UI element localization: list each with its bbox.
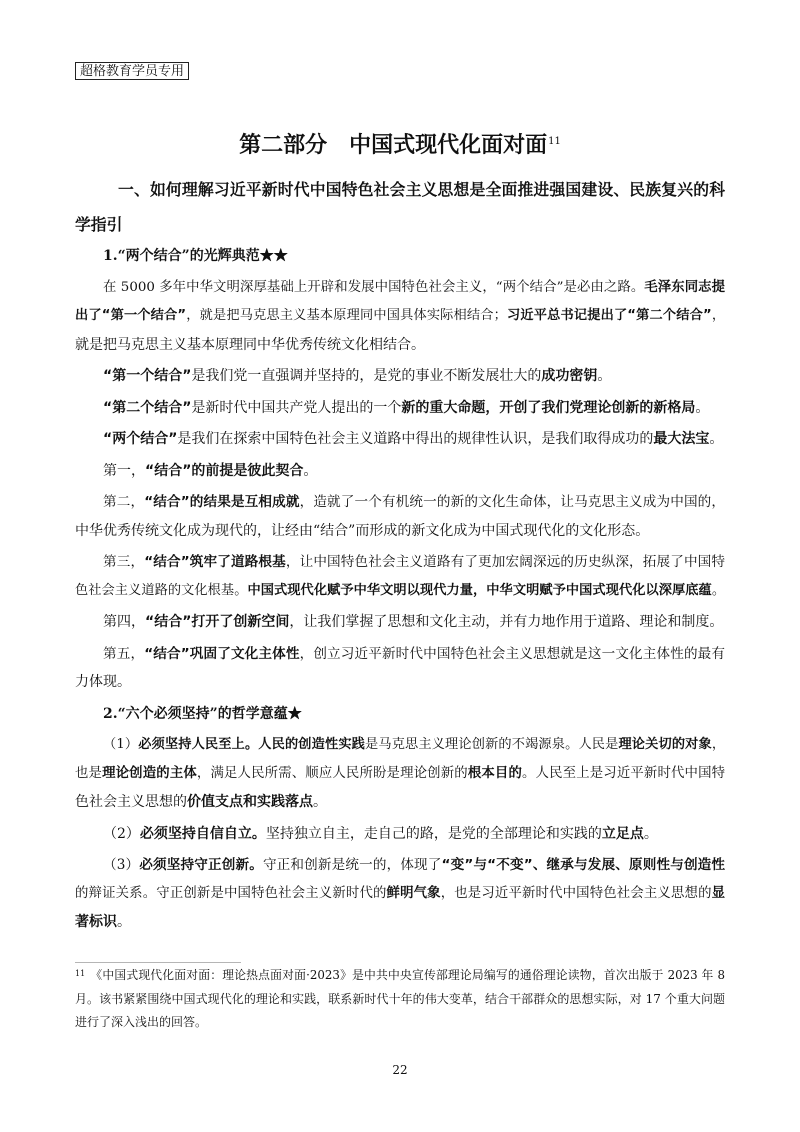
subheading-text: 2.“六个必须坚持”的哲学意蕴★	[103, 705, 302, 722]
text-run: 。	[597, 368, 612, 384]
paragraph	[75, 488, 725, 545]
text-run: 色社会主义道路的文化根基。	[75, 582, 248, 598]
text-run: 。	[695, 399, 710, 416]
paragraph	[75, 425, 725, 454]
text-line	[75, 362, 725, 391]
page-title	[0, 130, 800, 160]
title-footnote-ref: 11	[548, 136, 561, 147]
paragraph	[75, 851, 725, 937]
text-run: 第一，	[103, 462, 145, 479]
text-run: 在 5000 多年中华文明深厚基础上开辟和发展中国特色社会主义，“两个结合”是必由之路。	[103, 279, 645, 295]
text-run: （2）	[103, 825, 140, 842]
text-line	[75, 880, 725, 909]
text-run: ，满足人民所需、顺应人民所盼是理论创新的	[196, 765, 468, 781]
bold-run: “结合”的结果是互相成就	[144, 494, 300, 510]
bold-run: 最大法宝	[653, 431, 710, 447]
text-run: ，让我们掌握了思想和文化主动，并有力地作用于道路、理论和制度。	[289, 614, 724, 630]
footnote-line	[75, 988, 725, 1012]
section-heading-line: 一、如何理解习近平新时代中国特色社会主义思想是全面推进强国建设、民族复兴的科	[118, 180, 725, 199]
text-line	[75, 425, 725, 454]
body-text	[75, 242, 725, 940]
bold-run: “结合”打开了创新空间	[145, 614, 290, 630]
text-line	[75, 668, 725, 697]
text-run: 的辩证关系。守正创新是中国特色社会主义新时代的	[75, 885, 387, 901]
text-run: 第三，	[103, 554, 145, 570]
text-run: ，创立习近平新时代中国特色社会主义思想就是这一文化主体性的最有	[299, 645, 725, 662]
text-line	[75, 331, 725, 360]
paragraph	[75, 731, 725, 817]
paragraph	[75, 608, 725, 637]
text-run: 。	[709, 431, 724, 447]
section-heading-line: 学指引	[75, 215, 123, 234]
footnote-text: 月。该书紧紧围绕中国式现代化的理论和实践，联系新时代十年的伟大变革，结合干部群众的思想实际，对 17 个重大问题	[75, 991, 725, 1006]
text-run: 是我们在探索中国特色社会主义道路中得出的规律性认识，是我们取得成功的	[177, 431, 654, 447]
text-run: 是马克思主义理论创新的不竭源泉。人民是	[365, 737, 619, 752]
bold-run: 新的重大命题，开创了我们党理论创新的新格局	[401, 399, 696, 416]
bold-run: 理论关切的对象	[618, 737, 712, 752]
bold-run: “变”与“不变”、继承与发展、原则性与创造性	[441, 857, 726, 873]
bold-run: “两个结合”	[103, 431, 178, 447]
text-line	[75, 731, 725, 760]
bold-run: 显	[711, 885, 726, 901]
footnote-line	[75, 1011, 725, 1035]
paragraph	[75, 457, 725, 486]
paragraph	[75, 394, 725, 423]
text-line	[75, 577, 725, 606]
text-run: 。	[643, 825, 658, 842]
footnote	[75, 964, 725, 1035]
bold-run: 著标识	[75, 914, 117, 930]
bold-run: “结合”的前提是彼此契合	[145, 462, 304, 479]
paragraph	[75, 640, 725, 697]
bold-run: 毛泽东同志提	[644, 279, 726, 295]
bold-run: “第一个结合”	[103, 368, 192, 384]
text-run: 。人民至上是习近平新时代中国特	[522, 765, 726, 781]
bold-run: 根本目的	[467, 765, 523, 781]
text-line	[75, 274, 725, 303]
text-run: （3）	[103, 857, 140, 873]
header-badge: 超格教育学员专用	[75, 62, 189, 80]
page-number: 22	[392, 1063, 408, 1077]
paragraph	[75, 548, 725, 605]
text-line	[75, 640, 725, 669]
text-line	[75, 517, 725, 546]
text-line	[75, 788, 725, 817]
text-run: ，	[711, 308, 726, 323]
bold-run: 鲜明气象	[386, 885, 441, 901]
text-run: 第二，	[103, 494, 145, 510]
text-line	[75, 608, 725, 637]
footnote-text: 《中国式现代化面对面：理论热点面对面·2023》是中共中央宣传部理论局编写的通俗理论读物，首次出版于 2023 年 8	[90, 968, 725, 982]
text-run: 坚持独立自主，走自己的路，是党的全部理论和实践的	[265, 825, 602, 842]
footnote-ref: 11	[75, 969, 86, 978]
text-line	[75, 457, 725, 486]
bold-run: 中国式现代化赋予中华文明以现代力量，中华文明赋予中国式现代化以深厚底蕴	[247, 582, 712, 598]
text-run: 就是把马克思主义基本原理同中华优秀传统文化相结合。	[75, 336, 425, 353]
text-run: 。	[117, 914, 131, 930]
text-run: （1）	[103, 737, 139, 752]
paragraph	[75, 362, 725, 391]
text-run: 也是	[75, 765, 103, 781]
paragraph	[75, 274, 725, 360]
bold-run: “第二个结合”	[103, 399, 192, 416]
text-run: 中华优秀传统文化成为现代的，让经由“结合”而形成的新文化成为中国式现代化的文化形态。	[75, 522, 650, 539]
text-line	[75, 820, 725, 849]
bold-run: 必须坚持守正创新。	[139, 857, 263, 873]
text-run: ，造就了一个有机统一的新的文化生命体，让马克思主义成为中国的，	[299, 494, 725, 510]
text-line	[75, 760, 725, 789]
text-run: 力体现。	[75, 674, 131, 690]
subheading	[75, 700, 725, 729]
text-line	[75, 548, 725, 577]
text-run: ，让中国特色社会主义道路有了更加宏阔深远的历史纵深，拓展了中国特	[285, 554, 726, 570]
text-run: 第四，	[103, 614, 145, 630]
bold-run: 出了“第一个结合”	[75, 308, 187, 323]
page-title-text: 第二部分 中国式现代化面对面	[239, 132, 548, 158]
bold-run: “结合”筑牢了道路根基	[144, 554, 286, 570]
text-line	[75, 851, 725, 880]
text-run: ，	[711, 737, 726, 752]
subheading	[75, 242, 725, 271]
bold-run: 理论创造的主体	[102, 765, 197, 781]
text-run: ，也是习近平新时代中国特色社会主义思想的	[440, 885, 712, 901]
text-run: ，就是把马克思主义基本原理同中国具体实际相结合；	[186, 308, 507, 323]
text-run: 色社会主义思想的	[75, 794, 187, 810]
bold-run: “结合”巩固了文化主体性	[144, 645, 300, 662]
text-run: 第五，	[103, 645, 145, 662]
text-run: 。	[303, 462, 318, 479]
subheading-text: 1.“两个结合”的光辉典范★★	[103, 248, 288, 264]
paragraph	[75, 820, 725, 849]
text-run: 守正和创新是统一的，体现了	[262, 857, 442, 873]
text-line	[75, 394, 725, 423]
bold-run: 必须坚持自信自立。	[139, 825, 266, 842]
bold-run: 习近平总书记提出了“第二个结合”	[506, 308, 712, 323]
footnote-text: 进行了深入浅出的回答。	[75, 1015, 208, 1029]
bold-run: 价值支点和实践落点	[187, 794, 313, 810]
text-run: 。	[313, 794, 327, 810]
text-run: 是新时代中国共产党人提出的一个	[191, 399, 402, 416]
footnote-separator	[75, 962, 241, 963]
footnote-line	[75, 964, 725, 988]
text-run: 。	[711, 582, 726, 598]
text-line	[75, 302, 725, 331]
text-line	[75, 488, 725, 517]
section-heading	[75, 172, 725, 242]
text-run: 是我们党一直强调并坚持的，是党的事业不断发展壮大的	[191, 368, 542, 384]
bold-run: 必须坚持人民至上。人民的创造性实践	[138, 737, 366, 752]
bold-run: 立足点	[601, 825, 644, 842]
bold-run: 成功密钥	[541, 368, 598, 384]
text-line	[75, 908, 725, 937]
